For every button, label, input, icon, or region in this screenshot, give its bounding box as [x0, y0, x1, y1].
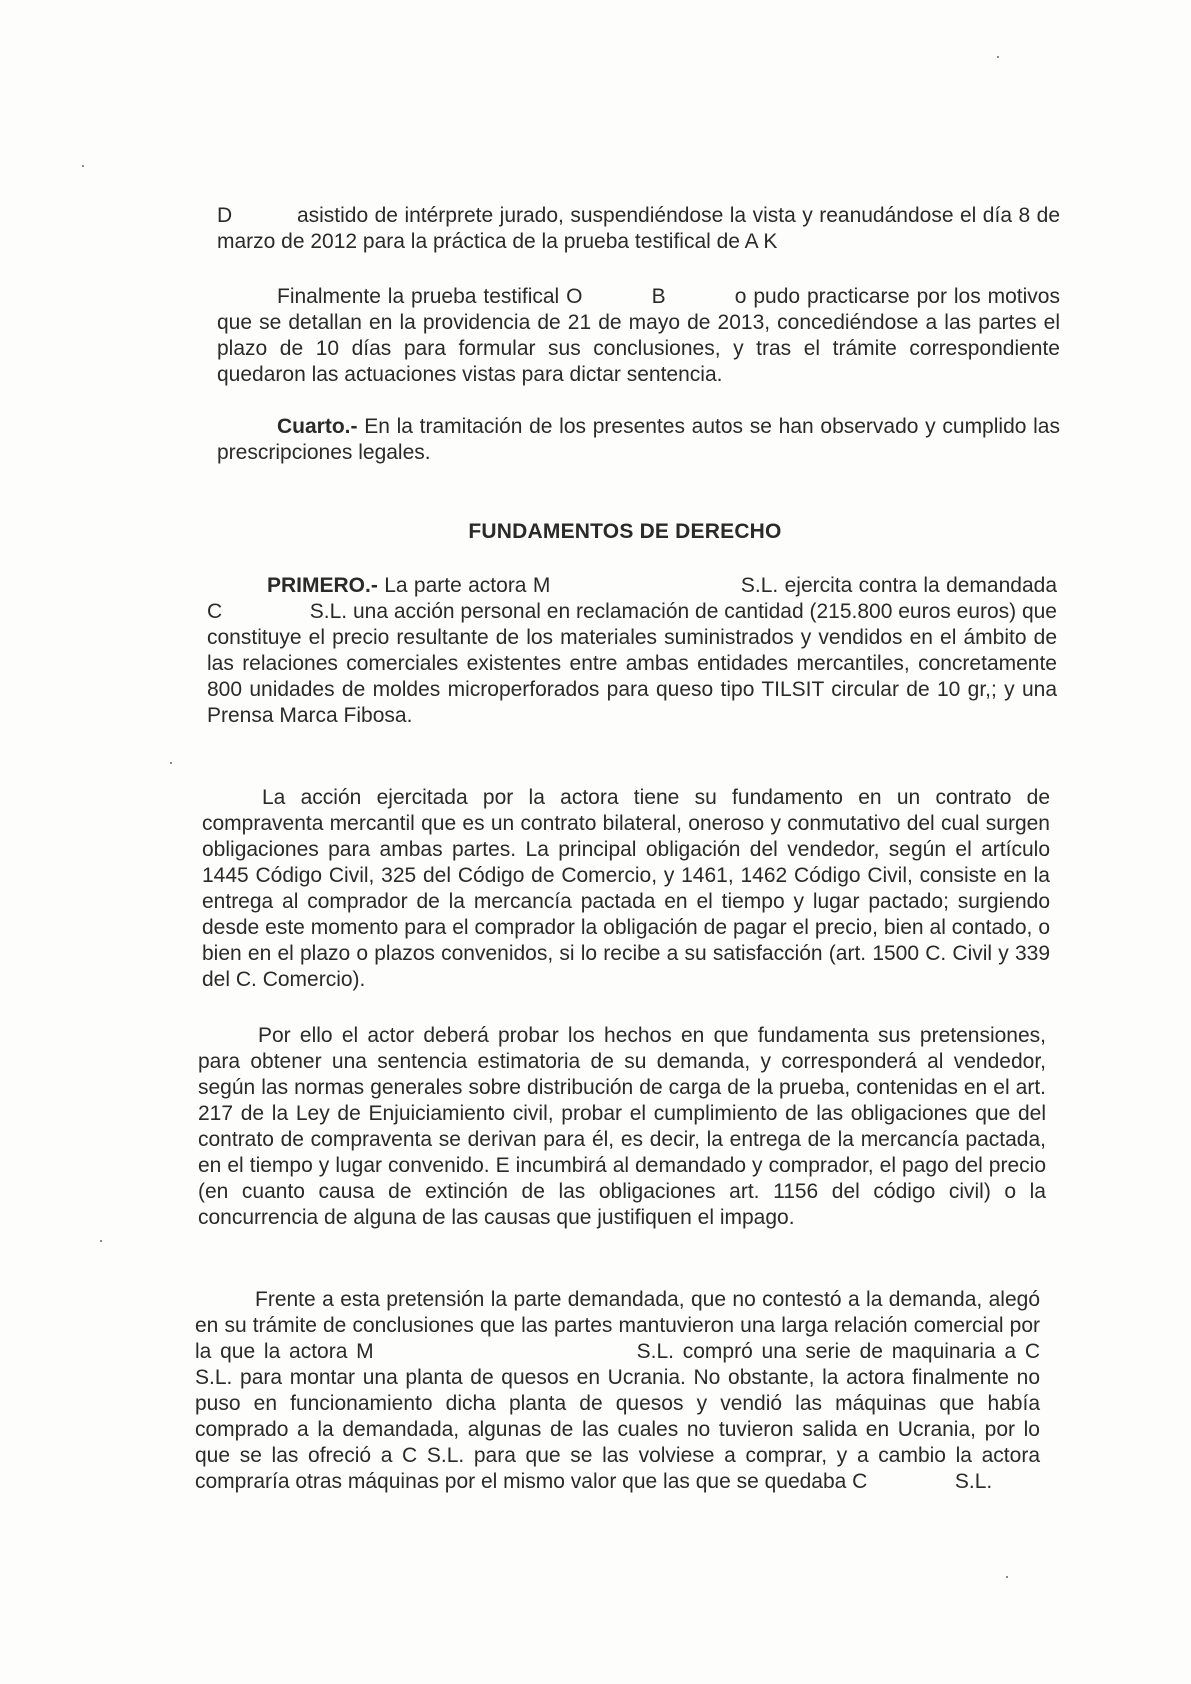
primero-body: La parte actora M S.L. ejercita contra la demandada C S.L. una acción personal en reclamación de cantidad (215.800 euros euros) que constituye el precio resultante de los materiales suministrados y vendidos en el ámbito de las relaciones comerciales existentes entre ambas entidades mercantiles, concretamente 800 unidades de moldes microperforados para queso tipo TILSIT circular de 10 gr,; y una Prensa Marca Fibosa.	[207, 574, 1063, 727]
scan-speck	[170, 762, 172, 764]
paragraph-2-text: Finalmente la prueba testifical O B o pudo practicarse por los motivos que se detallan en la providencia de 21 de mayo de 2013, concediéndose a las partes el plazo de 10 días para formular sus conclusiones, y tras el trámite correspondiente quedaron las actuaciones vistas para dictar sentencia.	[217, 285, 1066, 386]
scan-speck	[997, 56, 999, 58]
scan-speck	[100, 1240, 102, 1242]
primero-label: PRIMERO.-	[267, 574, 378, 597]
paragraph-6	[198, 1023, 1046, 1231]
paragraph-primero-text	[207, 573, 1063, 729]
paragraph-5-text: La acción ejercitada por la actora tiene su fundamento en un contrato de compraventa mercantil que es un contrato bilateral, oneroso y conmutativo del cual surgen obligaciones para ambas partes. La principal obligación del vendedor, según el artículo 1445 Código Civil, 325 del Código de Comercio, y 1461, 1462 Código Civil, consiste en la entrega al comprador de la mercancía pactada en el tiempo y lugar pactado; surgiendo desde este momento para el comprador la obligación de pagar el precio, bien al contado, o bien en el plazo o plazos convenidos, si lo recibe a su satisfacción (art. 1500 C. Civil y 339 del C. Comercio).	[202, 786, 1050, 991]
paragraph-cuarto	[217, 414, 1060, 466]
paragraph-1-text: D asistido de intérprete jurado, suspendiéndose la vista y reanudándose el día 8 de marzo de 2012 para la práctica de la prueba testifical de A K	[217, 204, 1066, 253]
scan-speck	[82, 165, 84, 167]
paragraph-7	[195, 1287, 1134, 1495]
paragraph-primero	[207, 573, 1063, 729]
paragraph-cuarto-text	[217, 414, 1060, 466]
cuarto-label: Cuarto.-	[277, 415, 358, 438]
paragraph-1	[217, 203, 1066, 255]
section-heading: FUNDAMENTOS DE DERECHO	[468, 520, 782, 543]
paragraph-2	[217, 284, 1066, 388]
paragraph-7-text: Frente a esta pretensión la parte demandada, que no contestó a la demanda, alegó en su trámite de conclusiones que las partes mantuvieron una larga relación comercial por la que la actora M S.L. compró una serie de maquinaria a C S.L. para montar una planta de quesos en Ucrania. No obstante, la actora finalmente no puso en funcionamiento dicha planta de quesos y vendió las máquinas que había comprado a la demandada, algunas de las cuales no tuvieron salida en Ucrania, por lo que se las ofreció a C S.L. para que se las volviese a comprar, y a cambio la actora compraría otras máquinas por el mismo valor que las que se quedaba C S.L.	[195, 1288, 1134, 1493]
paragraph-6-text: Por ello el actor deberá probar los hechos en que fundamenta sus pretensiones, para obtener una sentencia estimatoria de su demanda, y corresponderá al vendedor, según las normas generales sobre distribución de carga de la prueba, contenidas en el art. 217 de la Ley de Enjuiciamiento civil, probar el cumplimiento de las obligaciones que del contrato de compraventa se derivan para él, es decir, la entrega de la mercancía pactada, en el tiempo y lugar convenido. E incumbirá al demandado y comprador, el pago del precio (en cuanto causa de extinción de las obligaciones art. 1156 del código civil) o la concurrencia de alguna de las causas que justifiquen el impago.	[198, 1024, 1046, 1229]
cuarto-body: En la tramitación de los presentes autos se han observado y cumplido las prescripciones legales.	[217, 415, 1060, 464]
scan-speck	[1006, 1576, 1008, 1578]
paragraph-5	[202, 785, 1050, 993]
